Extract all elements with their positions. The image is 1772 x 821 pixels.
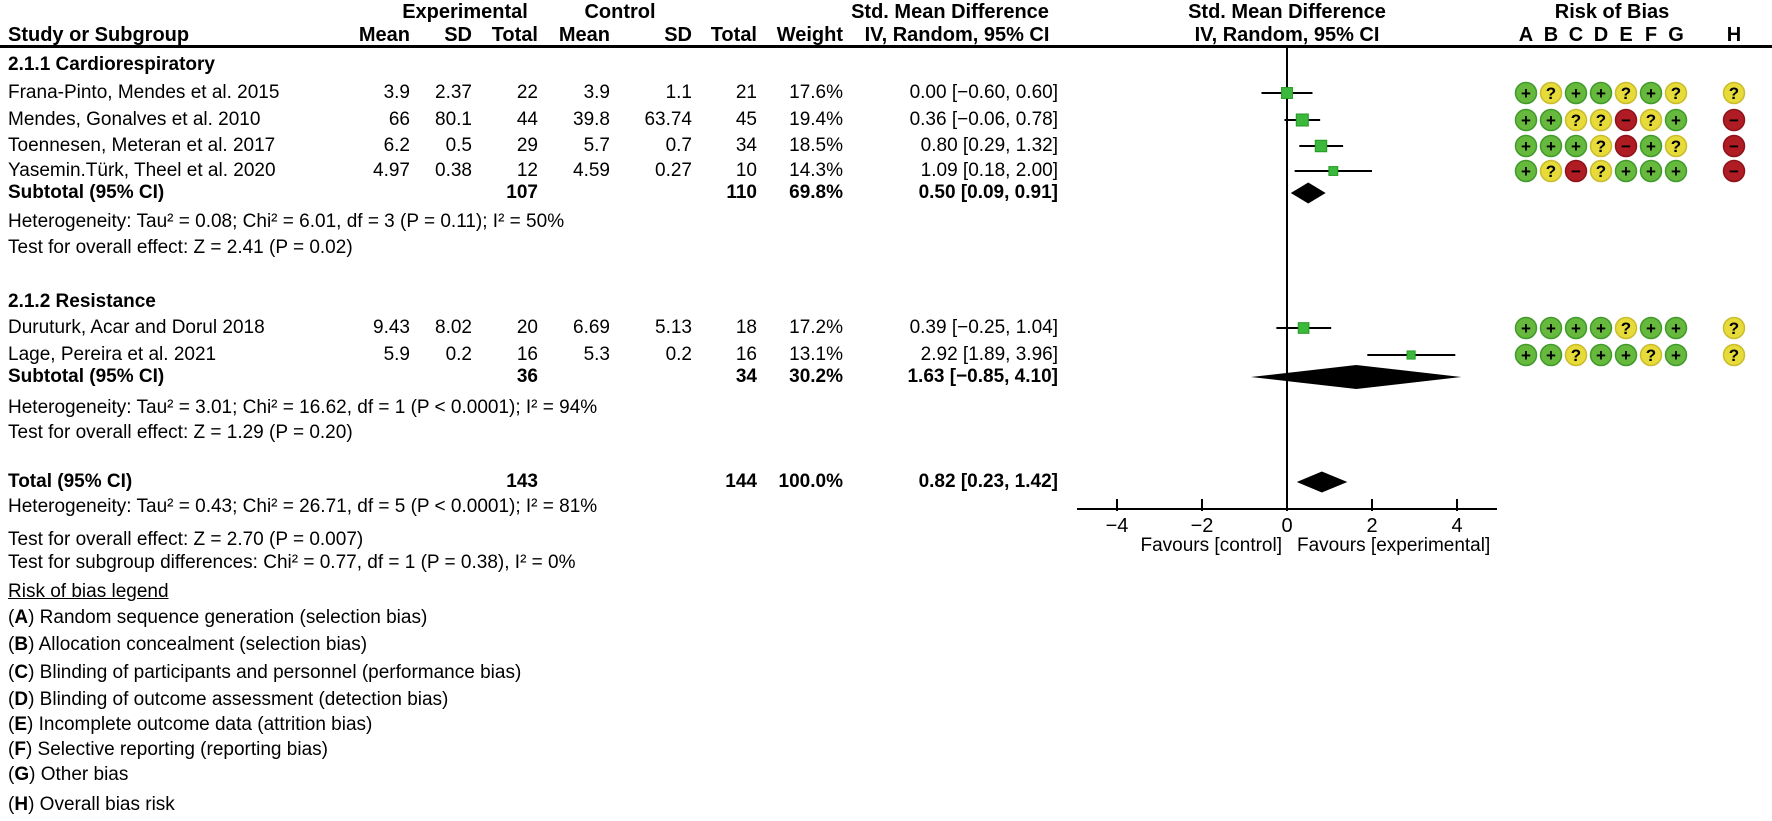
exp-sd-cell: 0.2 [445, 344, 472, 365]
bias-judgement-glyph: ? [1728, 346, 1740, 365]
bias-judgement-glyph: ? [1570, 111, 1582, 130]
bias-judgement-glyph: + [1621, 346, 1631, 365]
row-label: Test for overall effect: Z = 2.70 (P = 0.007) [8, 529, 364, 550]
bias-judgement-glyph: ? [1670, 84, 1682, 103]
exp-mean-cell: 4.97 [373, 160, 410, 181]
bias-judgement-glyph: ? [1595, 137, 1607, 156]
bias-judgement-glyph: + [1571, 137, 1581, 156]
weight-cell: 18.5% [789, 135, 843, 156]
bias-judgement-glyph: + [1621, 162, 1631, 181]
bias-judgement-glyph: ? [1645, 111, 1657, 130]
bias-judgement-glyph: + [1521, 84, 1531, 103]
row-label: Risk of bias legend [8, 581, 169, 602]
ci-cell: 1.09 [0.18, 2.00] [920, 160, 1058, 181]
ctl-mean-cell: 4.59 [573, 160, 610, 181]
row-label: Test for subgroup differences: Chi² = 0.77, df = 1 (P = 0.38), I² = 0% [8, 552, 576, 573]
exp-sd-cell: 0.5 [445, 135, 472, 156]
bias-judgement-glyph: ? [1570, 346, 1582, 365]
bias-judgement-glyph: + [1546, 137, 1556, 156]
bias-judgement-glyph: + [1671, 111, 1681, 130]
favours-control-label: Favours [control] [1140, 535, 1282, 556]
axis-tick-label: 0 [1281, 515, 1293, 537]
experimental-group-header: Experimental [402, 1, 528, 23]
exp-sd-cell: 2.37 [435, 82, 472, 103]
bias-judgement-glyph: + [1546, 346, 1556, 365]
effect-square [1282, 88, 1293, 99]
ctl-sd-header: SD [664, 24, 692, 46]
ctl-sd-cell: 63.74 [644, 109, 692, 130]
ctl-total-cell: 34 [735, 135, 757, 156]
row-label: (D) Blinding of outcome assessment (detection bias) [8, 689, 449, 710]
exp-mean-cell: 9.43 [373, 317, 410, 338]
smd-plot-header: Std. Mean Difference [1188, 1, 1386, 23]
ctl-mean-cell: 3.9 [583, 82, 610, 103]
ctl-mean-header: Mean [558, 24, 610, 46]
row-label: Subtotal (95% CI) [8, 366, 165, 387]
bias-column-letter-c: C [1568, 24, 1584, 46]
ci-cell: 0.39 [−0.25, 1.04] [909, 317, 1058, 338]
bias-column-letter-b: B [1543, 24, 1559, 46]
bias-judgement-glyph: − [1729, 111, 1739, 130]
ctl-sd-cell: 1.1 [665, 82, 692, 103]
ctl-mean-cell: 5.3 [583, 344, 610, 365]
bias-column-letter-a: A [1518, 24, 1534, 46]
ctl-total-header: Total [710, 24, 757, 46]
weight-cell: 14.3% [789, 160, 843, 181]
bias-judgement-glyph: + [1521, 162, 1531, 181]
bias-column-letter-h: H [1726, 24, 1742, 46]
ci-cell: 1.63 [−0.85, 4.10] [907, 366, 1058, 387]
axis-tick-label: −2 [1190, 515, 1214, 537]
ci-cell: 0.36 [−0.06, 0.78] [909, 109, 1058, 130]
weight-cell: 19.4% [789, 109, 843, 130]
ctl-total-cell: 34 [735, 366, 757, 387]
exp-mean-cell: 5.9 [383, 344, 410, 365]
bias-judgement-glyph: + [1521, 111, 1531, 130]
bias-judgement-glyph: + [1671, 162, 1681, 181]
bias-column-letter-g: G [1668, 24, 1684, 46]
iv-random-plot-header: IV, Random, 95% CI [1194, 24, 1380, 46]
effect-square [1296, 114, 1308, 126]
row-label: Duruturk, Acar and Dorul 2018 [8, 317, 265, 338]
ctl-mean-cell: 6.69 [573, 317, 610, 338]
ctl-total-cell: 110 [726, 182, 757, 203]
ci-cell: 0.80 [0.29, 1.32] [920, 135, 1058, 156]
exp-total-header: Total [491, 24, 538, 46]
ctl-sd-cell: 0.7 [665, 135, 692, 156]
bias-judgement-glyph: + [1646, 84, 1656, 103]
exp-total-cell: 44 [516, 109, 538, 130]
exp-total-cell: 20 [516, 317, 538, 338]
row-label: Heterogeneity: Tau² = 0.08; Chi² = 6.01, df = 3 (P = 0.11); I² = 50% [8, 211, 565, 232]
exp-mean-cell: 6.2 [383, 135, 410, 156]
bias-judgement-glyph: + [1596, 319, 1606, 338]
exp-mean-cell: 66 [388, 109, 410, 130]
bias-judgement-glyph: + [1646, 137, 1656, 156]
bias-judgement-glyph: + [1571, 319, 1581, 338]
weight-cell: 17.6% [789, 82, 843, 103]
exp-sd-cell: 80.1 [435, 109, 472, 130]
bias-judgement-glyph: − [1729, 162, 1739, 181]
bias-judgement-glyph: + [1671, 346, 1681, 365]
weight-cell: 13.1% [789, 344, 843, 365]
bias-judgement-glyph: + [1646, 162, 1656, 181]
axis-tick-label: 4 [1451, 515, 1463, 537]
bias-judgement-glyph: − [1621, 111, 1631, 130]
bias-judgement-glyph: + [1671, 319, 1681, 338]
bias-column-letter-d: D [1593, 24, 1609, 46]
row-label: 2.1.2 Resistance [8, 291, 156, 312]
ctl-sd-cell: 5.13 [655, 317, 692, 338]
row-label: (H) Overall bias risk [8, 794, 175, 815]
bias-judgement-glyph: + [1546, 111, 1556, 130]
exp-sd-cell: 0.38 [435, 160, 472, 181]
ctl-sd-cell: 0.27 [655, 160, 692, 181]
row-label: Mendes, Gonalves et al. 2010 [8, 109, 261, 130]
ctl-total-cell: 18 [735, 317, 757, 338]
ctl-total-cell: 21 [735, 82, 757, 103]
exp-total-cell: 22 [516, 82, 538, 103]
bias-judgement-glyph: ? [1670, 137, 1682, 156]
row-label: Toennesen, Meteran et al. 2017 [8, 135, 276, 156]
row-label: Total (95% CI) [8, 471, 133, 492]
bias-judgement-glyph: + [1521, 319, 1531, 338]
bias-judgement-glyph: ? [1595, 111, 1607, 130]
exp-sd-header: SD [444, 24, 472, 46]
row-label: Lage, Pereira et al. 2021 [8, 344, 217, 365]
row-label: Test for overall effect: Z = 2.41 (P = 0.02) [8, 237, 353, 258]
bias-judgement-glyph: + [1546, 319, 1556, 338]
exp-total-cell: 29 [516, 135, 538, 156]
bias-judgement-glyph: + [1596, 84, 1606, 103]
row-label: Yasemin.Türk, Theel et al. 2020 [8, 160, 276, 181]
row-label: (F) Selective reporting (reporting bias) [8, 739, 328, 760]
exp-mean-header: Mean [358, 24, 410, 46]
pooled-diamond [1251, 365, 1461, 389]
bias-judgement-glyph: ? [1645, 346, 1657, 365]
row-label: (A) Random sequence generation (selection bias) [8, 607, 428, 628]
bias-judgement-glyph: ? [1595, 162, 1607, 181]
risk-of-bias-header: Risk of Bias [1554, 1, 1670, 23]
bias-judgement-glyph: + [1596, 346, 1606, 365]
axis-tick-label: −4 [1105, 515, 1129, 537]
weight-column-header: Weight [776, 24, 843, 46]
pooled-diamond [1297, 472, 1348, 493]
bias-column-letter-e: E [1619, 24, 1633, 46]
exp-mean-cell: 3.9 [383, 82, 410, 103]
ci-cell: 2.92 [1.89, 3.96] [920, 344, 1058, 365]
row-label: Heterogeneity: Tau² = 3.01; Chi² = 16.62, df = 1 (P < 0.0001); I² = 94% [8, 397, 598, 418]
control-group-header: Control [584, 1, 656, 23]
bias-judgement-glyph: + [1571, 84, 1581, 103]
exp-sd-cell: 8.02 [435, 317, 472, 338]
exp-total-cell: 16 [516, 344, 538, 365]
row-label: Test for overall effect: Z = 1.29 (P = 0.20) [8, 422, 353, 443]
study-column-header: Study or Subgroup [8, 24, 190, 46]
row-label: 2.1.1 Cardiorespiratory [8, 54, 215, 75]
row-label: Heterogeneity: Tau² = 0.43; Chi² = 26.71, df = 5 (P < 0.0001); I² = 81% [8, 496, 598, 517]
bias-judgement-glyph: ? [1620, 84, 1632, 103]
ctl-mean-cell: 39.8 [573, 109, 610, 130]
ci-cell: 0.00 [−0.60, 0.60] [909, 82, 1058, 103]
bias-judgement-glyph: ? [1545, 84, 1557, 103]
effect-square [1315, 140, 1326, 151]
weight-cell: 69.8% [789, 182, 843, 203]
row-label: (E) Incomplete outcome data (attrition bias) [8, 714, 373, 735]
bias-judgement-glyph: − [1729, 137, 1739, 156]
ci-cell: 0.82 [0.23, 1.42] [918, 471, 1058, 492]
weight-cell: 17.2% [789, 317, 843, 338]
row-label: Frana-Pinto, Mendes et al. 2015 [8, 82, 280, 103]
ctl-mean-cell: 5.7 [583, 135, 610, 156]
row-label: (G) Other bias [8, 764, 129, 785]
weight-cell: 100.0% [778, 471, 843, 492]
bias-judgement-glyph: − [1571, 162, 1581, 181]
effect-square [1329, 167, 1338, 176]
bias-judgement-glyph: ? [1620, 319, 1632, 338]
exp-total-cell: 107 [506, 182, 538, 203]
pooled-diamond [1291, 183, 1326, 204]
bias-judgement-glyph: − [1621, 137, 1631, 156]
effect-square [1298, 323, 1309, 334]
ctl-total-cell: 144 [725, 471, 757, 492]
bias-judgement-glyph: ? [1728, 319, 1740, 338]
row-label: Subtotal (95% CI) [8, 182, 165, 203]
weight-cell: 30.2% [789, 366, 843, 387]
row-label: (B) Allocation concealment (selection bias) [8, 634, 368, 655]
exp-total-cell: 12 [516, 160, 538, 181]
ctl-total-cell: 10 [735, 160, 757, 181]
effect-square [1407, 351, 1415, 359]
ci-cell: 0.50 [0.09, 0.91] [918, 182, 1058, 203]
bias-column-letter-f: F [1644, 24, 1658, 46]
favours-experimental-label: Favours [experimental] [1297, 535, 1491, 556]
bias-judgement-glyph: + [1646, 319, 1656, 338]
ctl-total-cell: 16 [735, 344, 757, 365]
row-label: (C) Blinding of participants and personnel (performance bias) [8, 662, 522, 683]
ctl-sd-cell: 0.2 [665, 344, 692, 365]
ctl-total-cell: 45 [735, 109, 757, 130]
bias-judgement-glyph: ? [1545, 162, 1557, 181]
bias-judgement-glyph: + [1521, 137, 1531, 156]
bias-judgement-glyph: ? [1728, 84, 1740, 103]
axis-tick-label: 2 [1366, 515, 1378, 537]
exp-total-cell: 143 [506, 471, 538, 492]
bias-judgement-glyph: + [1521, 346, 1531, 365]
iv-random-column-header: IV, Random, 95% CI [864, 24, 1050, 46]
exp-total-cell: 36 [516, 366, 538, 387]
smd-column-header: Std. Mean Difference [851, 1, 1049, 23]
